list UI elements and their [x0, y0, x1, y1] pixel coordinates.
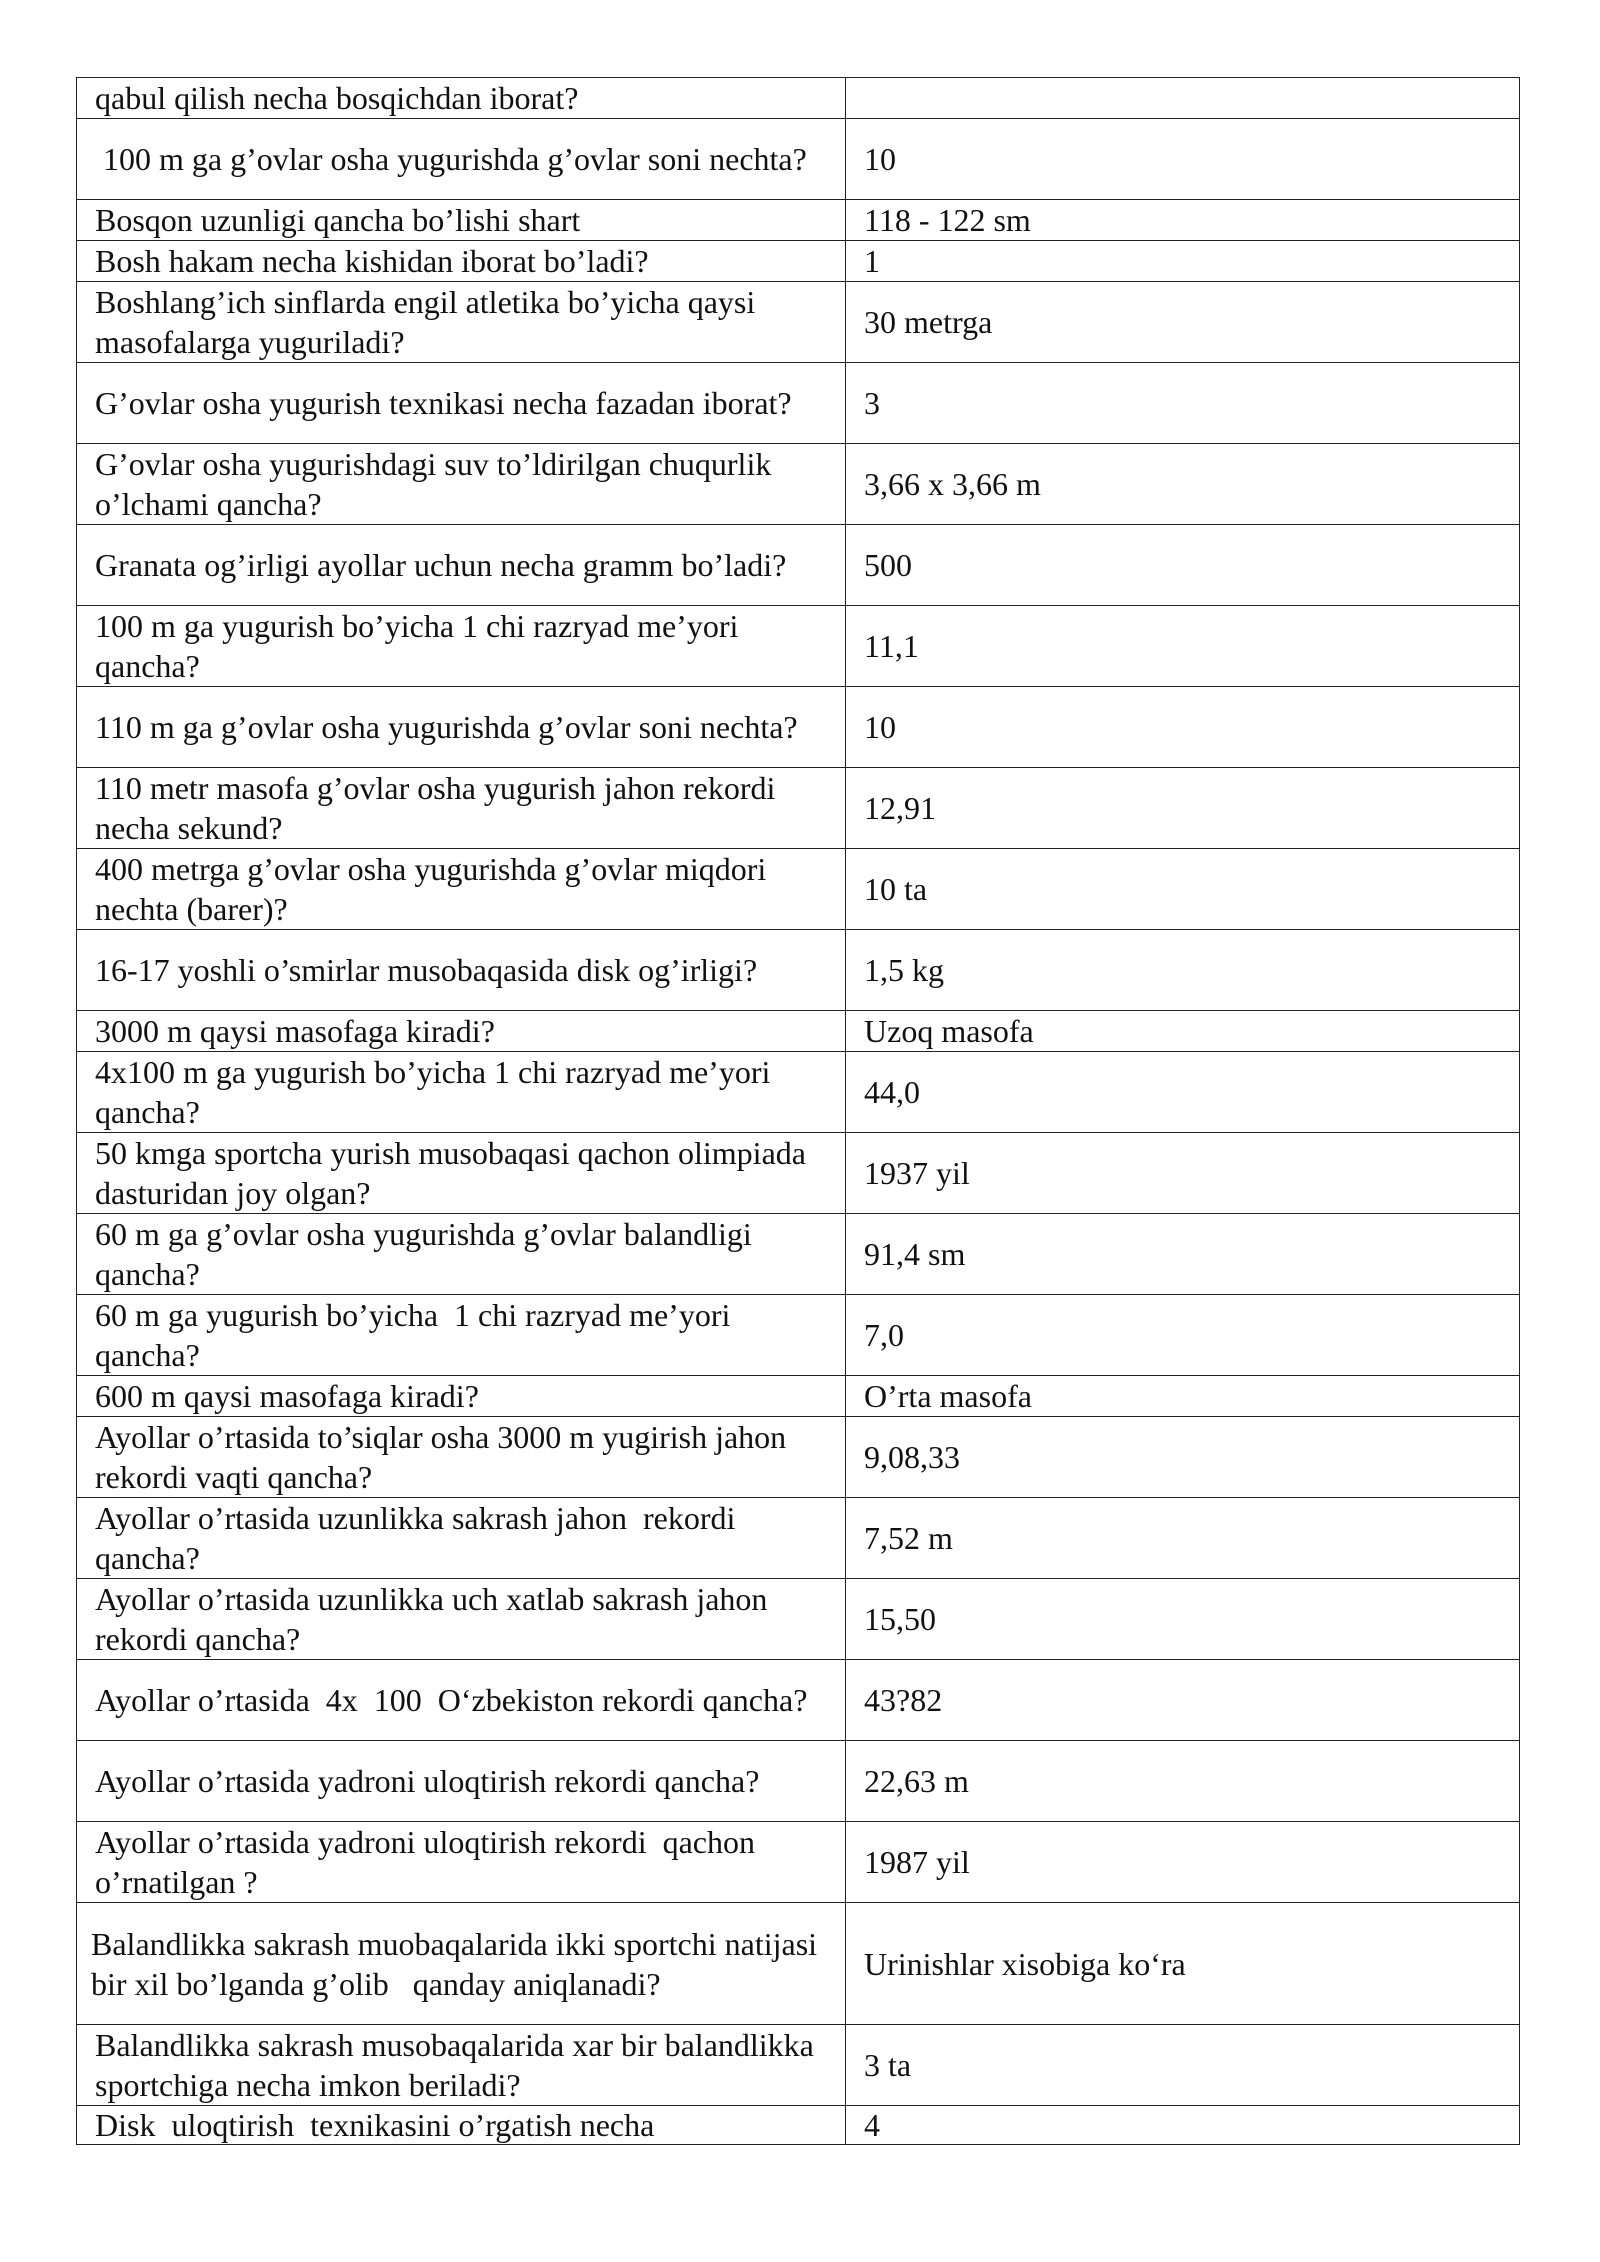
answer-cell: 7,0: [846, 1295, 1520, 1376]
question-cell: 100 m ga yugurish bo’yicha 1 chi razryad me’yori qancha?: [77, 606, 846, 687]
question-cell: Bosqon uzunligi qancha bo’lishi shart: [77, 200, 846, 241]
answer-cell: 15,50: [846, 1579, 1520, 1660]
table-row: [77, 1660, 1520, 1741]
answer-cell: 43?82: [846, 1660, 1520, 1741]
question-cell: Ayollar o’rtasida uzunlikka uch xatlab sakrash jahon rekordi qancha?: [77, 1579, 846, 1660]
question-cell: Balandlikka sakrash musobaqalarida xar bir balandlikka sportchiga necha imkon beriladi?: [77, 2025, 846, 2106]
question-cell: qabul qilish necha bosqichdan iborat?: [77, 78, 846, 119]
table-row: [77, 2106, 1520, 2145]
answer-cell: Urinishlar xisobiga ko‘ra: [846, 1903, 1520, 2025]
question-cell: G’ovlar osha yugurish texnikasi necha fazadan iborat?: [77, 363, 846, 444]
answer-cell: 44,0: [846, 1052, 1520, 1133]
answer-cell: 4: [846, 2106, 1520, 2145]
question-cell: 16-17 yoshli o’smirlar musobaqasida disk og’irligi?: [77, 930, 846, 1011]
question-cell: G’ovlar osha yugurishdagi suv to’ldirilgan chuqurlik o’lchami qancha?: [77, 444, 846, 525]
question-cell: Ayollar o’rtasida 4x 100 O‘zbekiston rekordi qancha?: [77, 1660, 846, 1741]
answer-cell: Uzoq masofa: [846, 1011, 1520, 1052]
answer-cell: O’rta masofa: [846, 1376, 1520, 1417]
answer-cell: 1,5 kg: [846, 930, 1520, 1011]
question-cell: 3000 m qaysi masofaga kiradi?: [77, 1011, 846, 1052]
table-row: [77, 849, 1520, 930]
table-row: [77, 1498, 1520, 1579]
table-row: [77, 444, 1520, 525]
answer-cell: 10 ta: [846, 849, 1520, 930]
question-cell: Ayollar o’rtasida uzunlikka sakrash jahon rekordi qancha?: [77, 1498, 846, 1579]
answer-cell: 9,08,33: [846, 1417, 1520, 1498]
answer-cell: 10: [846, 119, 1520, 200]
table-row: [77, 282, 1520, 363]
question-cell: Granata og’irligi ayollar uchun necha gramm bo’ladi?: [77, 525, 846, 606]
table-row: [77, 606, 1520, 687]
answer-cell: 7,52 m: [846, 1498, 1520, 1579]
answer-cell: 3: [846, 363, 1520, 444]
question-cell: 50 kmga sportcha yurish musobaqasi qachon olimpiada dasturidan joy olgan?: [77, 1133, 846, 1214]
table-row: [77, 1052, 1520, 1133]
question-cell: 60 m ga g’ovlar osha yugurishda g’ovlar balandligi qancha?: [77, 1214, 846, 1295]
question-cell: Ayollar o’rtasida to’siqlar osha 3000 m yugirish jahon rekordi vaqti qancha?: [77, 1417, 846, 1498]
question-cell: 110 metr masofa g’ovlar osha yugurish jahon rekordi necha sekund?: [77, 768, 846, 849]
answer-cell: 30 metrga: [846, 282, 1520, 363]
table-row: [77, 363, 1520, 444]
table-row: [77, 1822, 1520, 1903]
question-cell: 400 metrga g’ovlar osha yugurishda g’ovlar miqdori nechta (barer)?: [77, 849, 846, 930]
answer-cell: 3 ta: [846, 2025, 1520, 2106]
answer-cell: 91,4 sm: [846, 1214, 1520, 1295]
answer-cell: 500: [846, 525, 1520, 606]
answer-cell: 1987 yil: [846, 1822, 1520, 1903]
answer-cell: 11,1: [846, 606, 1520, 687]
table-row: [77, 1011, 1520, 1052]
table-row: [77, 1417, 1520, 1498]
answer-cell: 12,91: [846, 768, 1520, 849]
table-row: [77, 687, 1520, 768]
table-row: [77, 525, 1520, 606]
question-cell: Bosh hakam necha kishidan iborat bo’ladi?: [77, 241, 846, 282]
table-row: [77, 200, 1520, 241]
answer-cell: 3,66 x 3,66 m: [846, 444, 1520, 525]
table-row: [77, 1579, 1520, 1660]
table-row: [77, 1376, 1520, 1417]
answer-cell: 22,63 m: [846, 1741, 1520, 1822]
question-cell: 100 m ga g’ovlar osha yugurishda g’ovlar soni nechta?: [77, 119, 846, 200]
table-row: [77, 1133, 1520, 1214]
question-cell: 600 m qaysi masofaga kiradi?: [77, 1376, 846, 1417]
table-row: [77, 1741, 1520, 1822]
table-row: [77, 930, 1520, 1011]
table-row: [77, 1295, 1520, 1376]
question-cell: 60 m ga yugurish bo’yicha 1 chi razryad me’yori qancha?: [77, 1295, 846, 1376]
table-row: [77, 241, 1520, 282]
answer-cell: 1: [846, 241, 1520, 282]
question-cell: 110 m ga g’ovlar osha yugurishda g’ovlar soni nechta?: [77, 687, 846, 768]
table-row: [77, 119, 1520, 200]
question-cell: Ayollar o’rtasida yadroni uloqtirish rekordi qachon o’rnatilgan ?: [77, 1822, 846, 1903]
table-row: [77, 1903, 1520, 2025]
answer-cell: 10: [846, 687, 1520, 768]
table-row: [77, 2025, 1520, 2106]
table-row: [77, 768, 1520, 849]
question-cell: 4x100 m ga yugurish bo’yicha 1 chi razryad me’yori qancha?: [77, 1052, 846, 1133]
answer-cell: [846, 78, 1520, 119]
question-cell: Disk uloqtirish texnikasini o’rgatish necha: [77, 2106, 846, 2145]
question-cell: Ayollar o’rtasida yadroni uloqtirish rekordi qancha?: [77, 1741, 846, 1822]
table-row: [77, 78, 1520, 119]
table-row: [77, 1214, 1520, 1295]
question-answer-table: [76, 77, 1520, 2145]
answer-cell: 1937 yil: [846, 1133, 1520, 1214]
answer-cell: 118 - 122 sm: [846, 200, 1520, 241]
question-cell: Boshlang’ich sinflarda engil atletika bo’yicha qaysi masofalarga yuguriladi?: [77, 282, 846, 363]
question-cell: Balandlikka sakrash muobaqalarida ikki sportchi natijasi bir xil bo’lganda g’olib qanday aniqlanadi?: [77, 1903, 846, 2025]
